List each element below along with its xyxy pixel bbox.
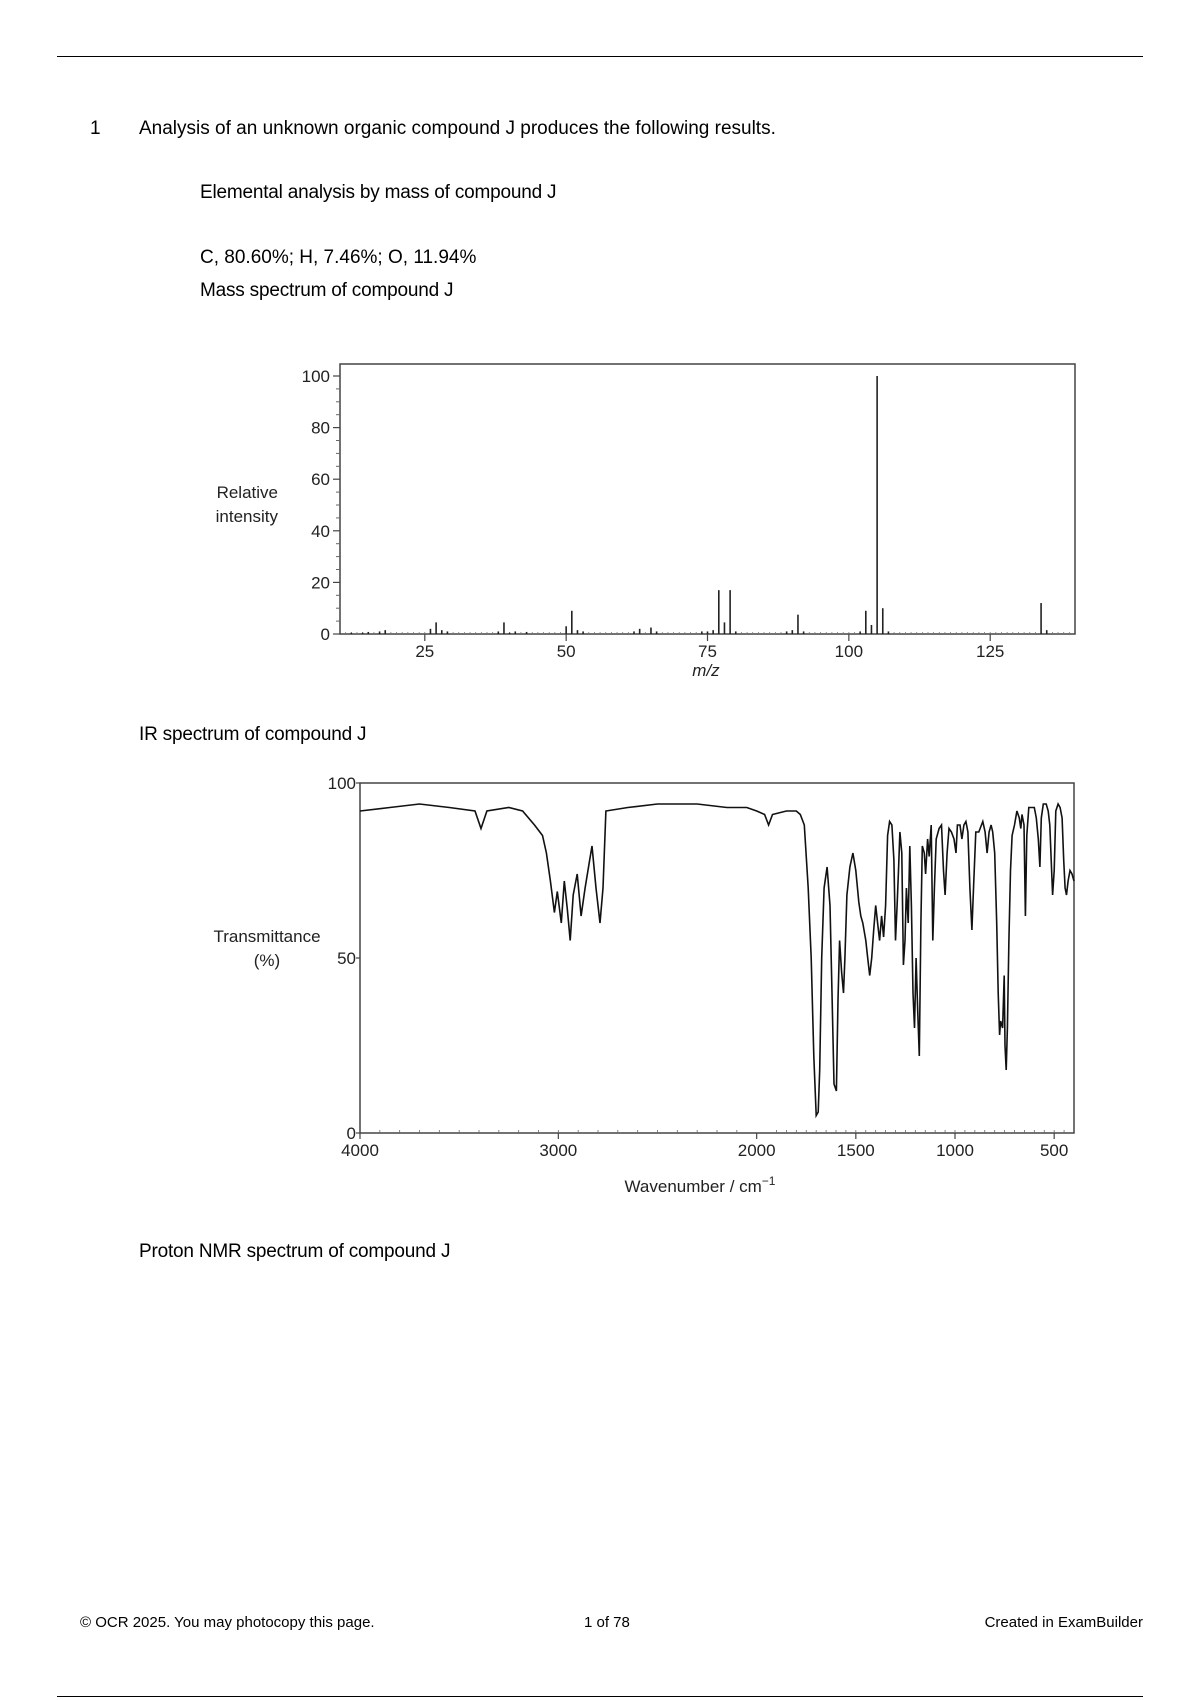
ir-plot-frame <box>360 783 1074 1133</box>
ms-ytick-label: 60 <box>311 470 330 490</box>
ir-ytick-label: 100 <box>327 774 356 793</box>
ir-ylabel-line-2: (%) <box>253 951 281 970</box>
ir-ylabel-line-1: Transmittance <box>213 927 321 946</box>
footer-created-in: Created in ExamBuilder <box>984 1614 1143 1631</box>
nmr-spectrum-heading: Proton NMR spectrum of compound J <box>139 1241 451 1262</box>
ms-ylabel-line-1: Relative <box>216 483 278 502</box>
ms-xtick-label: 25 <box>415 642 435 661</box>
ms-ytick-label: 80 <box>311 418 330 438</box>
ir-transmittance-line <box>360 804 1074 1116</box>
elemental-values: C, 80.60%; H, 7.46%; O, 11.94% <box>200 247 477 268</box>
ir-xtick-label: 1000 <box>936 1141 974 1160</box>
question-stem: Analysis of an unknown organic compound J produces the following results. <box>139 118 776 139</box>
ms-ylabel-line-2: intensity <box>215 507 278 526</box>
footer-page-number: 1 of 78 <box>584 1614 630 1631</box>
ms-xtick-label: 125 <box>976 642 1005 661</box>
ir-xlabel: Wavenumber / $cm^{-1}$ <box>624 1174 776 1196</box>
ms-ytick-label: 20 <box>311 573 330 593</box>
ms-xtick-label: 50 <box>556 642 576 661</box>
ir-xtick-label: 3000 <box>539 1141 578 1160</box>
ms-ytick-label: 100 <box>301 367 330 386</box>
ms-xtick-label: 75 <box>698 642 717 661</box>
footer-copyright: © OCR 2025. You may photocopy this page. <box>80 1614 375 1631</box>
mass-spectrum-heading: Mass spectrum of compound J <box>200 280 454 301</box>
ms-xtick-label: 100 <box>834 642 864 661</box>
elemental-heading: Elemental analysis by mass of compound J <box>200 182 557 203</box>
ir-xtick-label: 2000 <box>737 1141 776 1160</box>
ir-spectrum-heading: IR spectrum of compound J <box>139 724 367 745</box>
ir-ytick-label: 50 <box>337 949 356 968</box>
ms-xlabel: m/z <box>692 661 720 680</box>
question-number: 1 <box>90 118 101 139</box>
ms-ytick-label: 0 <box>320 625 330 644</box>
ir-xtick-label: 4000 <box>341 1141 379 1160</box>
ms-ytick-label: 40 <box>311 521 330 541</box>
ir-ytick-label: 0 <box>346 1124 356 1143</box>
ir-xtick-label: 1500 <box>836 1141 875 1160</box>
bottom-rule <box>57 1696 1143 1697</box>
ir-xtick-label: 500 <box>1039 1141 1069 1160</box>
